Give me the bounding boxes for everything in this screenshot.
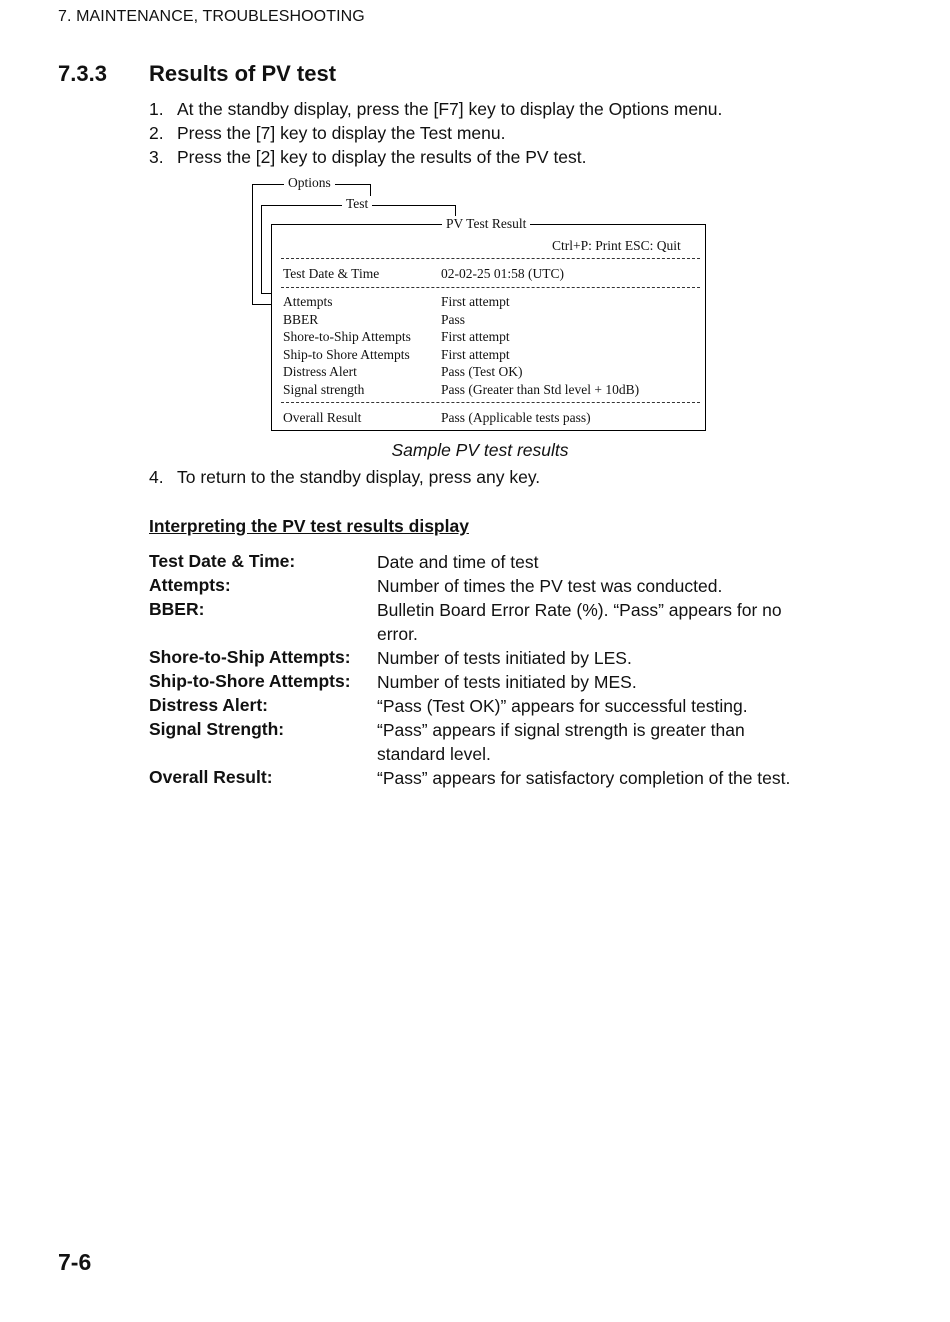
def-overall-result: “Pass” appears for satisfactory completion of the test.	[377, 768, 791, 788]
def-test-date: Date and time of test	[377, 552, 539, 572]
divider-dashed	[281, 258, 700, 259]
row-value-overall-result: Pass (Applicable tests pass)	[441, 410, 591, 425]
row-value-distress-alert: Pass (Test OK)	[441, 364, 523, 379]
step-1	[149, 99, 722, 120]
def-shore-to-ship: Number of tests initiated by LES.	[377, 648, 632, 668]
options-frame-bottom	[252, 304, 272, 305]
row-value-bber: Pass	[441, 312, 466, 327]
step-4	[149, 467, 540, 488]
step-3	[149, 147, 587, 168]
row-value-shore-to-ship: First attempt	[441, 329, 510, 344]
def-distress-alert: “Pass (Test OK)” appears for successful testing.	[377, 696, 748, 716]
step-number: 1.	[149, 99, 164, 119]
def-bber: Bulletin Board Error Rate (%). “Pass” appears for no error.	[377, 600, 782, 644]
page-number: 7-6	[58, 1249, 92, 1275]
shortcut-hints: Ctrl+P: Print ESC: Quit	[552, 238, 681, 253]
row-value-attempts: First attempt	[441, 294, 510, 309]
term-attempts: Attempts:	[149, 575, 231, 595]
row-label-attempts: Attempts	[283, 294, 333, 309]
test-label: Test	[342, 196, 372, 212]
step-2	[149, 123, 505, 144]
term-test-date: Test Date & Time:	[149, 551, 296, 571]
subheading: Interpreting the PV test results display	[149, 516, 469, 536]
row-label-test-date: Test Date & Time	[283, 266, 380, 281]
row-label-shore-to-ship: Shore-to-Ship Attempts	[283, 329, 411, 344]
step-number: 2.	[149, 123, 164, 143]
row-label-distress-alert: Distress Alert	[283, 364, 357, 379]
figure-caption: Sample PV test results	[391, 440, 569, 460]
def-ship-to-shore: Number of tests initiated by MES.	[377, 672, 637, 692]
row-label-bber: BBER	[283, 312, 319, 327]
divider-dashed	[281, 402, 700, 403]
row-label-signal-strength: Signal strength	[283, 382, 365, 397]
term-ship-to-shore: Ship-to-Shore Attempts:	[149, 671, 351, 691]
step-text: Press the [2] key to display the results of the PV test.	[177, 147, 587, 167]
options-frame-left	[252, 184, 253, 304]
row-value-test-date: 02-02-25 01:58 (UTC)	[441, 266, 564, 281]
step-text: At the standby display, press the [F7] key to display the Options menu.	[177, 99, 723, 119]
row-value-signal-strength: Pass (Greater than Std level + 10dB)	[441, 382, 640, 397]
step-text: Press the [7] key to display the Test menu.	[177, 123, 506, 143]
section-title: Results of PV test	[149, 61, 337, 86]
row-label-ship-to-shore: Ship-to Shore Attempts	[283, 347, 410, 362]
row-value-ship-to-shore: First attempt	[441, 347, 510, 362]
def-signal-strength: “Pass” appears if signal strength is greater than standard level.	[377, 720, 745, 764]
term-bber: BBER:	[149, 599, 205, 619]
section-number: 7.3.3	[58, 61, 107, 86]
term-distress-alert: Distress Alert:	[149, 695, 268, 715]
term-overall-result: Overall Result:	[149, 767, 273, 787]
step-number: 3.	[149, 147, 164, 167]
def-attempts: Number of times the PV test was conducted.	[377, 576, 723, 596]
term-signal-strength: Signal Strength:	[149, 719, 285, 739]
test-frame-left	[261, 205, 262, 293]
pv-test-result-label: PV Test Result	[442, 216, 530, 232]
divider-dashed	[281, 287, 700, 288]
step-text: To return to the standby display, press any key.	[177, 467, 541, 487]
term-shore-to-ship: Shore-to-Ship Attempts:	[149, 647, 351, 667]
running-header: 7. MAINTENANCE, TROUBLESHOOTING	[58, 8, 365, 25]
options-label: Options	[284, 175, 335, 191]
step-number: 4.	[149, 467, 164, 487]
row-label-overall-result: Overall Result	[283, 410, 362, 425]
